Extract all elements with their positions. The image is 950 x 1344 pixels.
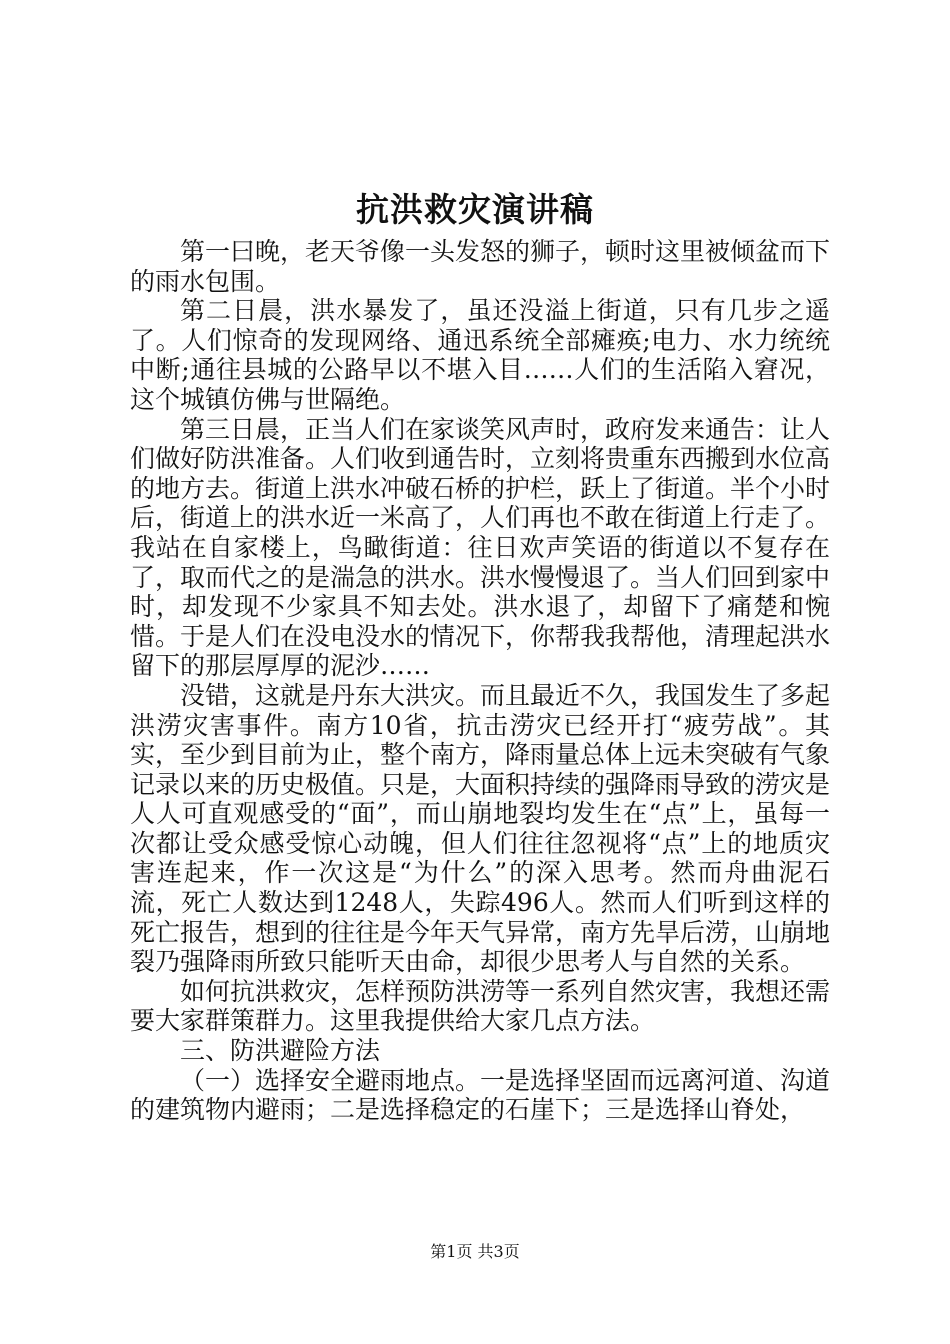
paragraph: 如何抗洪救灾，怎样预防洪涝等一系列自然灾害，我想还需要大家群策群力。这里我提供给大家几点方法。 bbox=[130, 976, 831, 1036]
paragraph: 没错，这就是丹东大洪灾。而且最近不久，我国发生了多起洪涝灾害事件。南方10省，抗击涝灾已经开打“疲劳战”。其实，至少到目前为止，整个南方，降雨量总体上远未突破有气象记录以来的历史极值。只是，大面积持续的强降雨导致的涝灾是人人可直观感受的“面”，而山崩地裂均发生在“点”上，虽每一次都让受众感受惊心动魄，但人们往往忽视将“点”上的地质灾害连起来，作一次这是“为什么”的深入思考。然而舟曲泥石流，死亡人数达到1248人，失踪496人。然而人们听到这样的死亡报告，想到的往往是今年天气异常，南方先旱后涝，山崩地裂乃强降雨所致只能听天由命，却很少思考人与自然的关系。 bbox=[130, 680, 831, 977]
paragraph: 第二日晨，洪水暴发了，虽还没溢上街道，只有几步之遥了。人们惊奇的发现网络、通迅系统全部瘫痪;电力、水力统统中断;通往县城的公路早以不堪入目……人们的生活陷入窘况，这个城镇仿佛与世隔绝。 bbox=[130, 296, 830, 414]
document-body bbox=[130, 237, 830, 1125]
page-footer: 第1页 共3页 bbox=[430, 1242, 520, 1261]
document-title: 抗洪救灾演讲稿 bbox=[356, 190, 594, 229]
paragraph: 第三日晨，正当人们在家谈笑风声时，政府发来通告：让人们做好防洪准备。人们收到通告时，立刻将贵重东西搬到水位高的地方去。街道上洪水冲破石桥的护栏，跃上了街道。半个小时后，街道上的洪水近一米高了，人们再也不敢在街道上行走了。我站在自家楼上，鸟瞰街道：往日欢声笑语的街道以不复存在了，取而代之的是湍急的洪水。洪水慢慢退了。当人们回到家中时，却发现不少家具不知去处。洪水退了，却留下了痛楚和惋惜。于是人们在没电没水的情况下，你帮我我帮他，清理起洪水留下的那层厚厚的泥沙…… bbox=[130, 414, 831, 681]
section-heading: 三、防洪避险方法 bbox=[180, 1036, 381, 1066]
paragraph: （一）选择安全避雨地点。一是选择坚固而远离河道、沟道的建筑物内避雨；二是选择稳定的石崖下；三是选择山脊处， bbox=[130, 1065, 831, 1125]
paragraph: 第一曰晚，老天爷像一头发怒的狮子，顿时这里被倾盆而下的雨水包围。 bbox=[130, 237, 831, 296]
